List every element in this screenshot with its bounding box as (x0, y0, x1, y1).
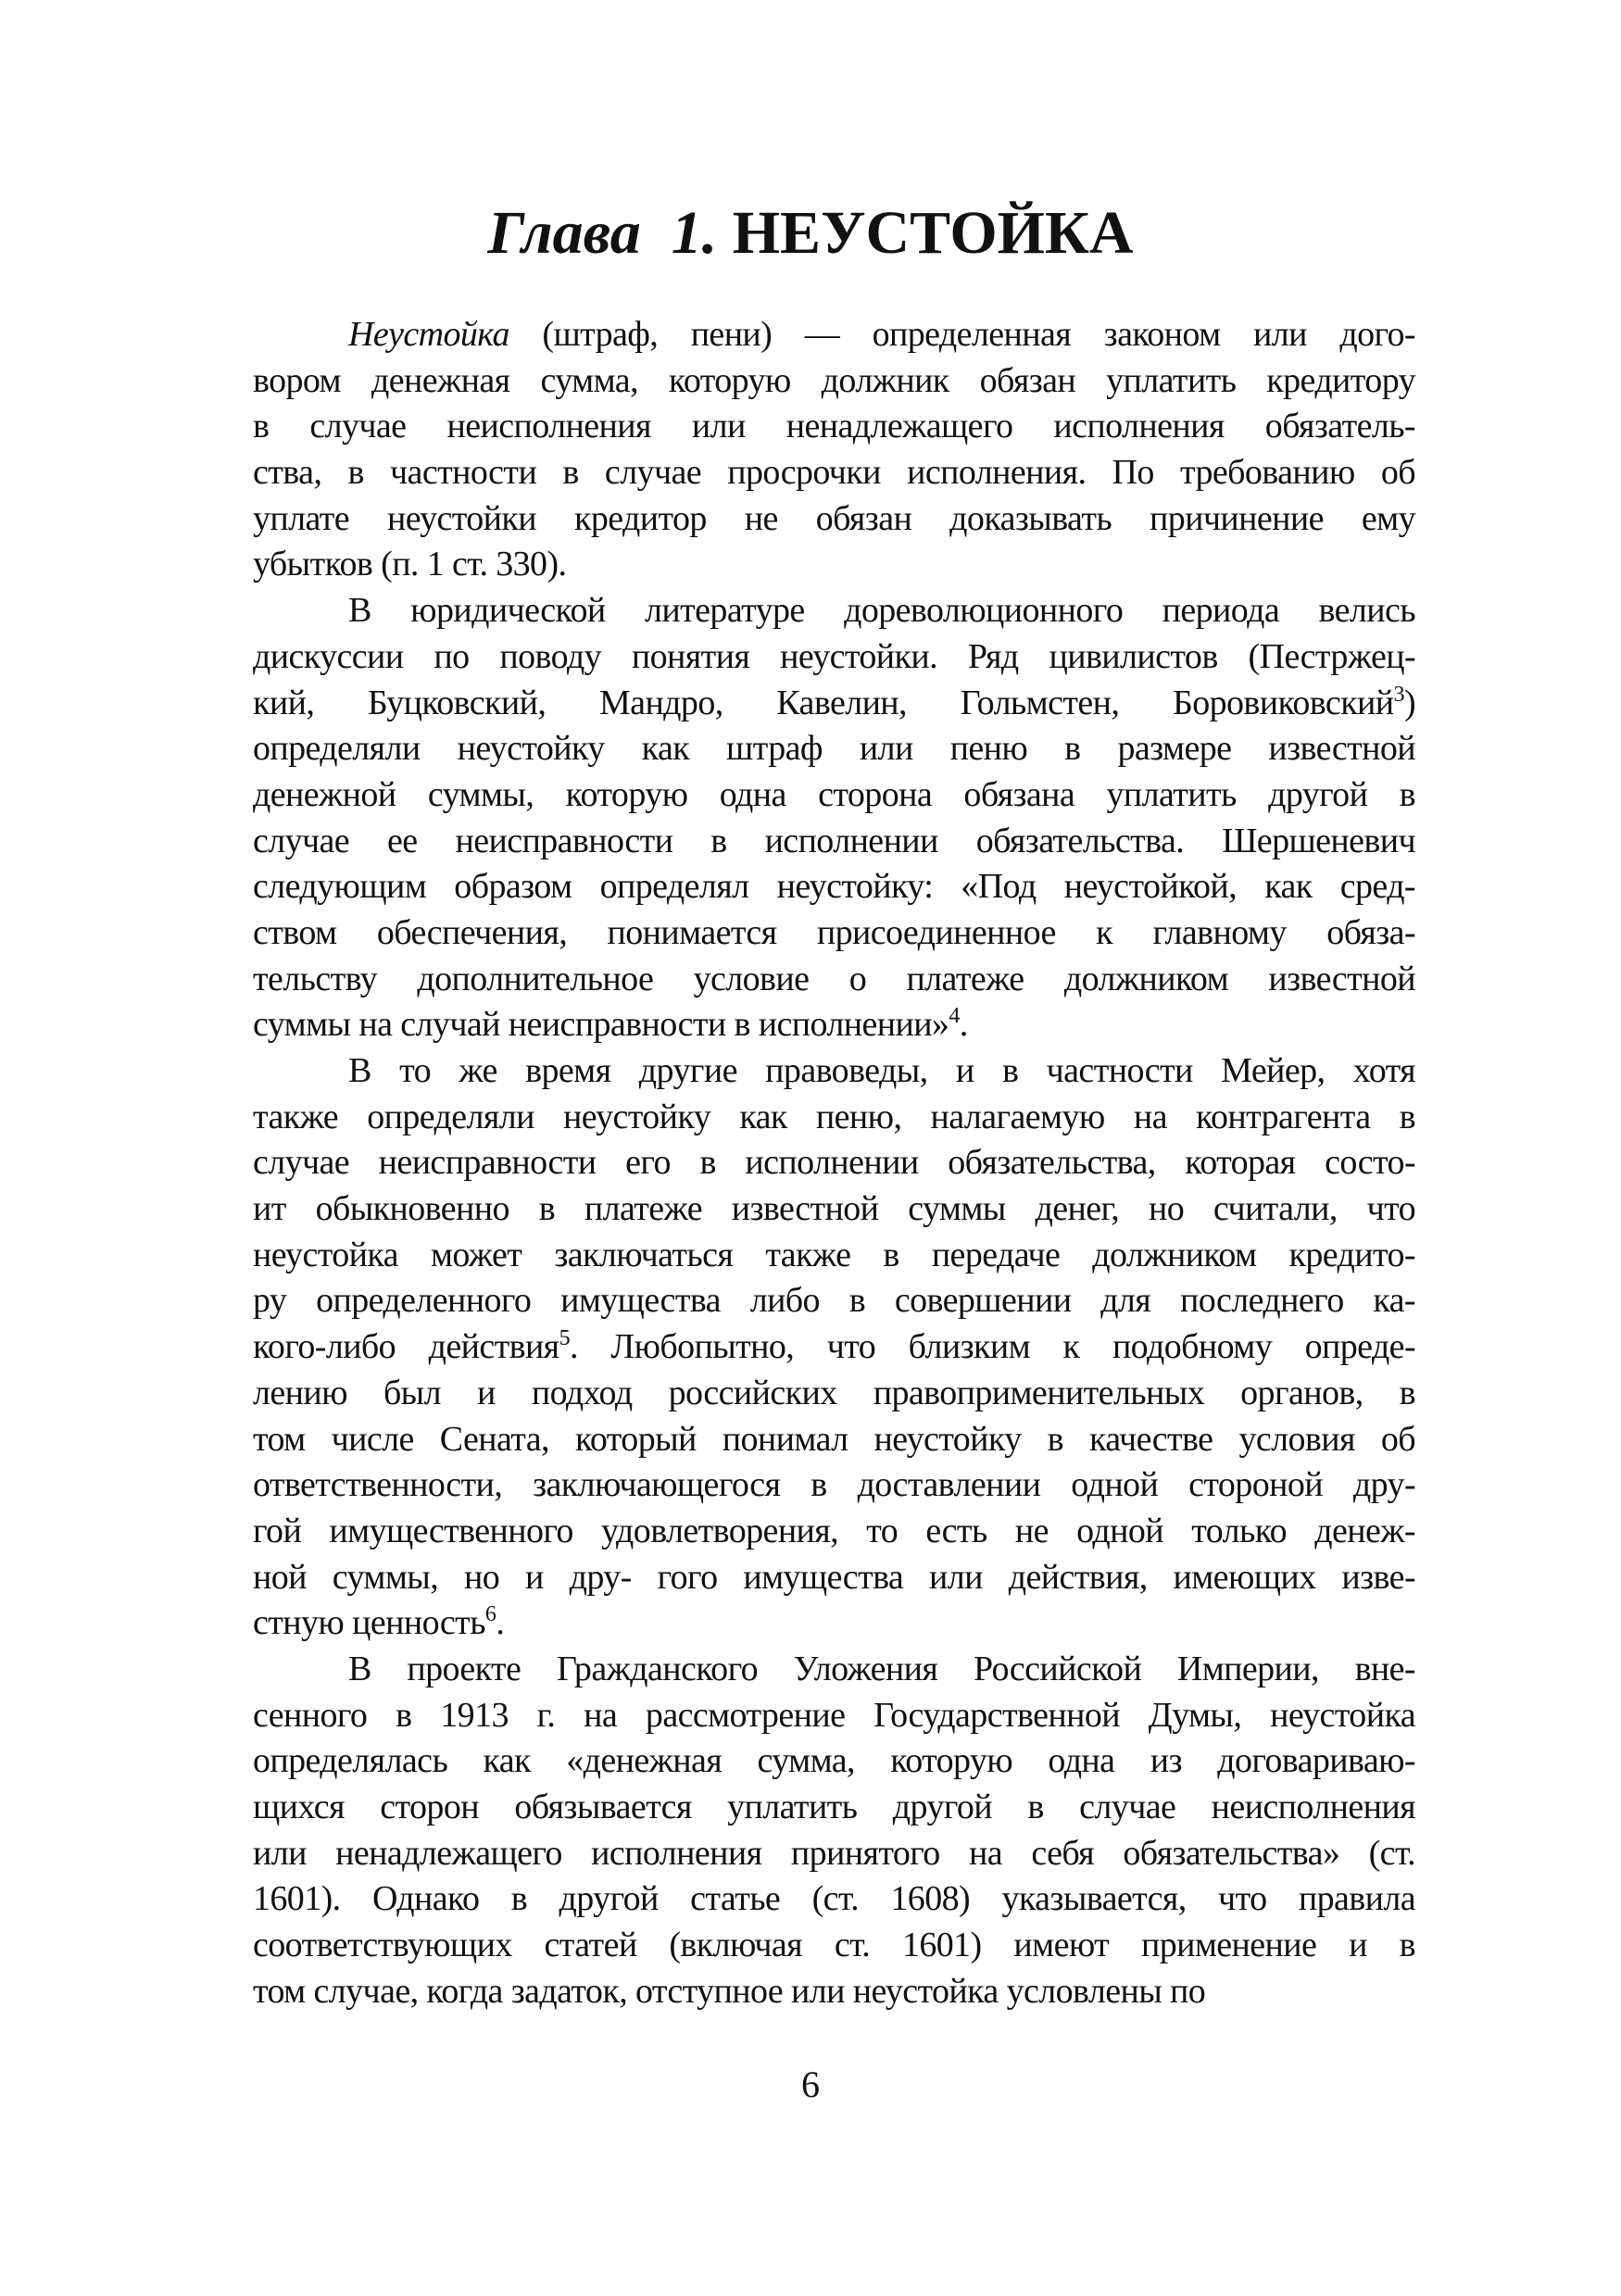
text-line (253, 1555, 1415, 1601)
text-line (253, 1371, 1415, 1417)
line-text: кого-либо действия (253, 1327, 559, 1367)
paragraph (253, 588, 1415, 1048)
line-text: неустойка может заключаться также в передаче должником кредито- (253, 1235, 1415, 1274)
text-line (253, 1738, 1415, 1785)
line-text: В юридической литературе дореволюционного периода велись (348, 591, 1415, 631)
line-text: денежной суммы, которую одна сторона обязана уплатить другой в (253, 774, 1415, 814)
text-line (253, 819, 1415, 865)
line-text: вором денежная сумма, которую должник обязан уплатить кредитору (253, 360, 1415, 400)
text-line (253, 312, 1415, 358)
text-line (253, 1600, 1415, 1647)
text-line (253, 1278, 1415, 1324)
line-text: определялась как «денежная сумма, которую одна из договариваю- (253, 1741, 1415, 1781)
text-line (253, 681, 1415, 727)
text-line (253, 1048, 1415, 1095)
line-text: (штраф, пени) — определенная законом или дого- (542, 315, 1415, 354)
text-line (253, 1417, 1415, 1463)
chapter-word: Глава (487, 199, 641, 267)
line-text: ответственности, заключающегося в доставлении одной стороной дру- (253, 1465, 1415, 1505)
line-text: случае неисправности его в исполнении обязательства, которая состо- (253, 1143, 1415, 1183)
line-text: В то же время другие правоведы, и в частности Мейер, хотя (348, 1051, 1415, 1090)
text-line (253, 542, 1415, 588)
line-text: следующим образом определял неустойку: «Под неустойкой, как сред- (253, 867, 1415, 907)
line-text: или ненадлежащего исполнения принятого на себя обязательства» (ст. (253, 1833, 1415, 1873)
text-line (253, 1233, 1415, 1279)
footnote-marker: 4 (949, 1004, 960, 1029)
line-text: В проекте Гражданского Уложения Российской Империи, вне- (348, 1649, 1415, 1688)
text-line (253, 1002, 1415, 1048)
line-text: ит обыкновенно в платеже известной суммы денег, но считали, что (253, 1189, 1415, 1229)
text-line (253, 726, 1415, 772)
line-text: также определяли неустойку как пеню, налагаемую на контрагента в (253, 1097, 1415, 1136)
text-line (253, 634, 1415, 681)
line-text: соответствующих статей (включая ст. 1601) имеют применение и в (253, 1926, 1415, 1965)
text-line (253, 772, 1415, 819)
paragraph (253, 1048, 1415, 1647)
line-text: определяли неустойку как штраф или пеню в размере известной (253, 729, 1415, 769)
text-line (253, 1324, 1415, 1371)
paragraph (253, 1647, 1415, 2015)
text-line (253, 1969, 1415, 2015)
text-line (253, 1140, 1415, 1186)
footnote-marker: 5 (559, 1326, 570, 1351)
text-line (253, 1785, 1415, 1831)
chapter-number: 1. (671, 199, 718, 267)
line-text: гой имущественного удовлетворения, то есть не одной только денеж- (253, 1511, 1415, 1550)
line-text: тельству дополнительное условие о платеже должником известной (253, 959, 1415, 998)
line-text-after-footnote: . (959, 1005, 968, 1045)
chapter-name: НЕУСТОЙКА (732, 199, 1134, 267)
text-line (253, 1095, 1415, 1141)
footnote-marker: 6 (484, 1602, 496, 1627)
paragraph (253, 312, 1415, 588)
text-line (253, 358, 1415, 405)
line-text-after-footnote: ) (1403, 683, 1415, 722)
text-line (253, 1462, 1415, 1509)
footnote-marker: 3 (1393, 682, 1404, 707)
line-text: лению был и подход российских правоприменительных органов, в (253, 1373, 1415, 1412)
line-text: том случае, когда задаток, отступное или неустойка условлены по (253, 1971, 1206, 2011)
chapter-title (0, 196, 1621, 270)
text-line (253, 1186, 1415, 1233)
line-text: ства, в частности в случае просрочки исполнения. По требованию об (253, 453, 1415, 493)
line-text: в случае неисполнения или ненадлежащего исполнения обязатель- (253, 407, 1415, 446)
line-text: том числе Сената, который понимал неустойку в качестве условия об (253, 1419, 1415, 1459)
line-text: убытков (п. 1 ст. 330). (253, 545, 567, 584)
text-line (253, 1647, 1415, 1693)
line-text: суммы на случай неисправности в исполнении» (253, 1005, 949, 1045)
line-text: щихся сторон обязывается уплатить другой в случае неисполнения (253, 1788, 1415, 1826)
text-line (253, 450, 1415, 496)
defined-term: Неустойка (348, 315, 509, 354)
text-line (253, 957, 1415, 1003)
text-line (253, 1509, 1415, 1555)
text-line (253, 1923, 1415, 1969)
line-text: кий, Буцковский, Мандро, Кавелин, Гольмстен, Боровиковский (253, 683, 1394, 722)
text-line (253, 496, 1415, 543)
text-line (253, 910, 1415, 957)
text-line (253, 864, 1415, 910)
line-text: ством обеспечения, понимается присоединенное к главному обяза- (253, 912, 1415, 952)
line-text: стную ценность (253, 1603, 485, 1643)
line-text: 1601). Однако в другой статье (ст. 1608) указывается, что правила (253, 1879, 1415, 1919)
line-text: случае ее неисправности в исполнении обязательства. Шершеневич (253, 821, 1415, 860)
line-text: ру определенного имущества либо в совершении для последнего ка- (253, 1281, 1415, 1321)
page-number: 6 (801, 2064, 820, 2105)
text-line (253, 588, 1415, 634)
line-text: сенного в 1913 г. на рассмотрение Государственной Думы, неустойка (253, 1695, 1415, 1735)
line-text: ной суммы, но и дру- гого имущества или действия, имеющих изве- (253, 1557, 1415, 1597)
text-line (253, 404, 1415, 450)
text-line (253, 1693, 1415, 1739)
text-line (253, 1831, 1415, 1877)
line-text-after-footnote: . Любопытно, что близким к подобному опреде- (569, 1327, 1415, 1367)
chapter-body (253, 312, 1415, 2014)
line-text: дискуссии по поводу понятия неустойки. Ряд цивилистов (Пестржец- (253, 636, 1415, 676)
line-text: уплате неустойки кредитор не обязан доказывать причинение ему (253, 498, 1415, 538)
line-text-after-footnote: . (496, 1603, 505, 1643)
text-line (253, 1876, 1415, 1923)
